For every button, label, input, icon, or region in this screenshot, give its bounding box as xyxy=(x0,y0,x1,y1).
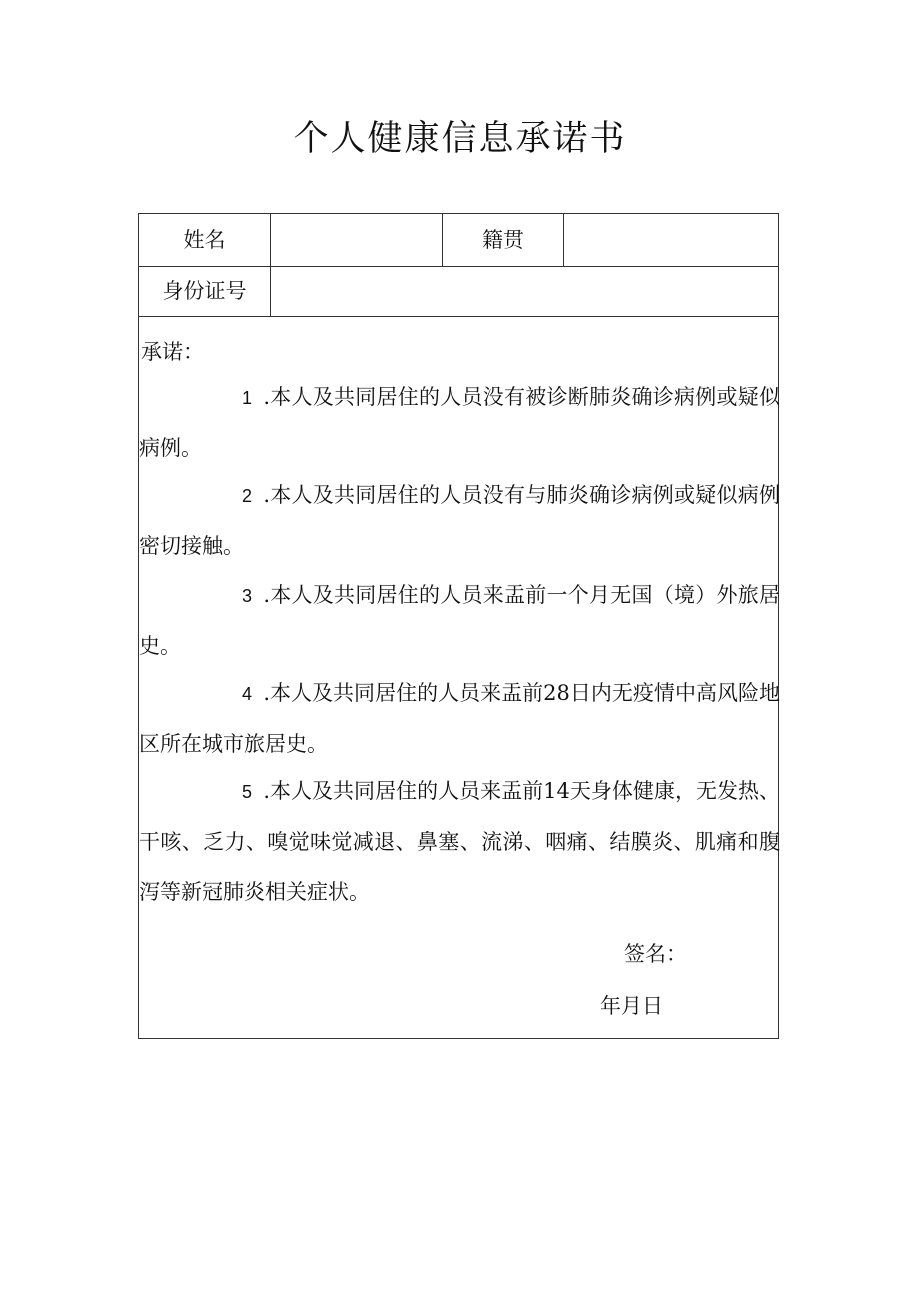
pledge-item-number: 4 xyxy=(241,684,252,704)
pledge-item-number: 1 xyxy=(241,388,252,408)
date-label: 年月日 xyxy=(600,994,663,1018)
name-field[interactable] xyxy=(271,215,442,266)
pledge-heading: 承诺： xyxy=(141,340,204,364)
pledge-item: 1 .本人及共同居住的人员没有被诊断肺炎确诊病例或疑似病例。 xyxy=(139,372,780,473)
document-title: 个人健康信息承诺书 xyxy=(293,119,627,159)
pledge-item: 2 .本人及共同居住的人员没有与肺炎确诊病例或疑似病例密切接触。 xyxy=(139,470,780,571)
pledge-item: 5 .本人及共同居住的人员来盂前14天身体健康，无发热、干咳、乏力、嗅觉味觉减退、鼻塞、流涕、咽痛、结膜炎、肌痛和腹泻等新冠肺炎相关症状。 xyxy=(139,766,780,917)
pledge-item-text: 本人及共同居住的人员来盂前14天身体健康，无发热、干咳、乏力、嗅觉味觉减退、鼻塞、流涕、咽痛、结膜炎、肌痛和腹泻等新冠肺炎相关症状。 xyxy=(139,779,780,904)
pledge-form xyxy=(138,213,779,1039)
origin-field[interactable] xyxy=(564,215,778,266)
id-number-label: 身份证号 xyxy=(162,279,247,303)
name-label: 姓名 xyxy=(183,228,226,252)
pledge-item-text: 本人及共同居住的人员来盂前28日内无疫情中高风险地区所在城市旅居史。 xyxy=(139,681,780,756)
signature-label: 签名： xyxy=(624,942,687,966)
pledge-item-number: 5 xyxy=(241,782,252,802)
pledge-item: 3 .本人及共同居住的人员来盂前一个月无国（境）外旅居史。 xyxy=(139,570,780,671)
pledge-item-text: 本人及共同居住的人员来盂前一个月无国（境）外旅居史。 xyxy=(139,583,780,658)
pledge-item-text: 本人及共同居住的人员没有被诊断肺炎确诊病例或疑似病例。 xyxy=(139,385,780,460)
row-divider-2 xyxy=(139,316,778,317)
pledge-item-number: 3 xyxy=(241,586,252,606)
id-number-field[interactable] xyxy=(271,267,778,316)
pledge-item: 4 .本人及共同居住的人员来盂前28日内无疫情中高风险地区所在城市旅居史。 xyxy=(139,668,780,769)
origin-label: 籍贯 xyxy=(482,228,524,252)
pledge-item-number: 2 xyxy=(241,486,252,506)
pledge-item-text: 本人及共同居住的人员没有与肺炎确诊病例或疑似病例密切接触。 xyxy=(139,483,780,558)
